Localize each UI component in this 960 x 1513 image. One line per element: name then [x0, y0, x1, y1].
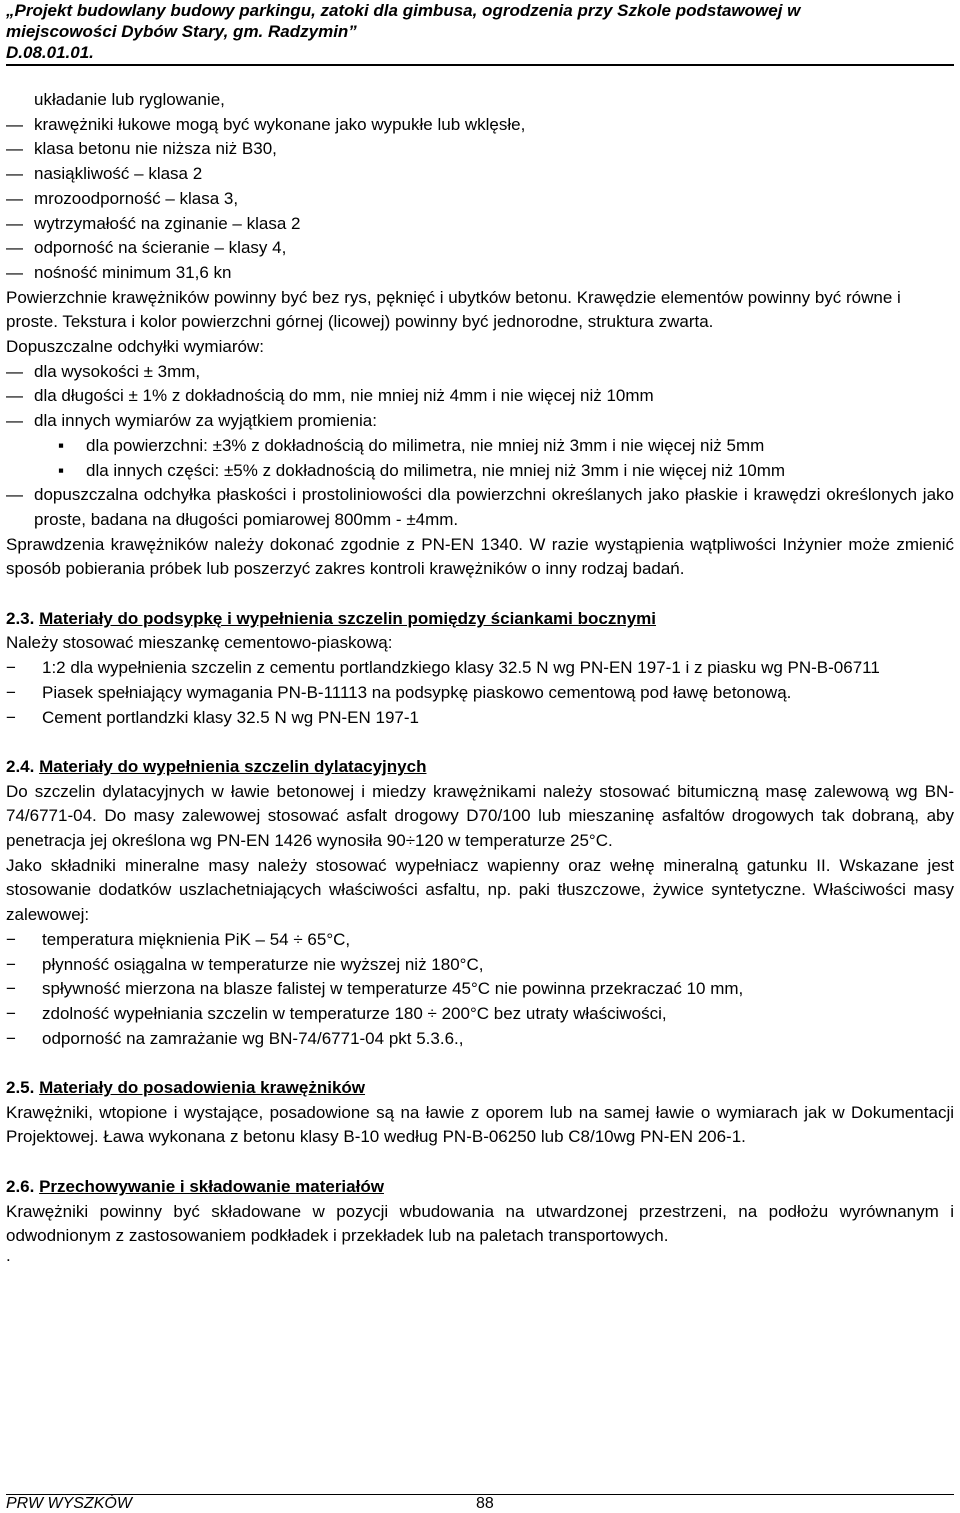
list-item: − płynność osiągalna w temperaturze nie wyższej niż 180°C, — [6, 953, 954, 978]
dash-bullet: — — [6, 164, 23, 184]
dash-bullet: — — [6, 238, 23, 258]
list-item: — dla wysokości ± 3mm, — [6, 360, 954, 385]
footer-label: PRW WYSZKÓW — [6, 1495, 132, 1512]
list-item: − 1:2 dla wypełnienia szczelin z cementu portlandzkiego klasy 32.5 N wg PN-EN 197-1 i z piasku wg PN-B-06711 — [6, 656, 954, 681]
paragraph-2-6: Krawężniki powinny być składowane w pozycji wbudowania na utwardzonej przestrzeni, na podłożu wyrównanym i odwodnionym z zastosowaniem podkładek i przekładek lub na paletach transportowych. — [6, 1201, 954, 1246]
list-item: − Cement portlandzki klasy 32.5 N wg PN-EN 197-1 — [6, 706, 954, 731]
dash-bullet: — — [6, 386, 23, 406]
dash-bullet: — — [6, 411, 23, 431]
list-item: — odporność na ścieranie – klasy 4, — [6, 236, 954, 261]
minus-bullet: − — [6, 1028, 16, 1048]
minus-bullet: − — [6, 658, 16, 678]
list-item: — wytrzymałość na zginanie – klasa 2 — [6, 212, 954, 237]
header-title-line-1: „Projekt budowlany budowy parkingu, zatoki dla gimbusa, ogrodzenia przy Szkole podstawowej w — [6, 1, 801, 20]
header-spec-code: D.08.01.01. — [6, 43, 94, 62]
list-item: − temperatura mięknienia PiK – 54 ÷ 65°C, — [6, 928, 954, 953]
minus-bullet: − — [6, 954, 16, 974]
section-heading-2-5: 2.5. Materiały do posadowienia krawężników — [6, 1078, 366, 1098]
list-item: — klasa betonu nie niższa niż B30, — [6, 137, 954, 162]
dash-bullet: — — [6, 114, 23, 134]
square-bullet-icon: ▪ — [58, 435, 65, 455]
square-bullet-icon: ▪ — [58, 460, 65, 480]
paragraph-2-4-a: Do szczelin dylatacyjnych w ławie betonowej i miedzy krawężnikami należy stosować bitumiczną masę zalewową wg BN-74/6771-04. Do masy zalewowej stosować asfalt drogowy D70/100 lub mieszaninę asfaltów drogowych tak dobraną, aby penetracja jej określona wg PN-EN 1426 wynosiła 90÷120 w temperaturze 25°C. — [6, 781, 954, 851]
document-body — [6, 88, 954, 1263]
page-footer — [6, 1494, 954, 1513]
list-item: — nasiąkliwość – klasa 2 — [6, 162, 954, 187]
paragraph-check: Sprawdzenia krawężników należy dokonać zgodnie z PN-EN 1340. W razie wystąpienia wątpliwości Inżynier może zmienić sposób pobierania próbek lub poszerzyć zakres kontroli krawężników o inny rodzaj badań. — [6, 534, 954, 579]
list-item: — mrozoodporność – klasa 3, — [6, 187, 954, 212]
minus-bullet: − — [6, 707, 16, 727]
sub-list-item: ▪ dla powierzchni: ±3% z dokładnością do milimetra, nie mniej niż 3mm i nie więcej niż 5mm — [6, 434, 954, 459]
minus-bullet: − — [6, 929, 16, 949]
dash-bullet: — — [6, 139, 23, 159]
list-item: — dla innych wymiarów za wyjątkiem promienia: — [6, 409, 954, 434]
dash-bullet: — — [6, 188, 23, 208]
list-item: — krawężniki łukowe mogą być wykonane jako wypukłe lub wklęsłe, — [6, 113, 954, 138]
minus-bullet: − — [6, 682, 16, 702]
paragraph-2-3-intro: Należy stosować mieszankę cementowo-piaskową: — [6, 633, 393, 653]
list-item: — dla długości ± 1% z dokładnością do mm, nie mniej niż 4mm i nie więcej niż 10mm — [6, 384, 954, 409]
section-heading-2-3: 2.3. Materiały do podsypkę i wypełnienia szczelin pomiędzy ściankami bocznymi — [6, 608, 657, 628]
list-item: układanie lub ryglowanie, — [34, 90, 225, 109]
paragraph-surfaces: Powierzchnie krawężników powinny być bez rys, pęknięć i ubytków betonu. Krawędzie elementów powinny być równe i proste. Tekstura i kolor powierzchni górnej (licowej) powinny być jednorodne, struktura zwarta. — [6, 287, 901, 332]
list-item: — nośność minimum 31,6 kn — [6, 261, 954, 286]
dash-bullet: — — [6, 485, 23, 505]
page-number: 88 — [476, 1495, 494, 1512]
paragraph-2-4-b: Jako składniki mineralne masy należy stosować wypełniacz wapienny oraz wełnę mineralną gatunku II. Wskazane jest stosowanie dodatków uszlachetniających właściwości asfaltu, np. paki tłuszczowe, żywice syntetyczne. Właściwości masy zalewowej: — [6, 855, 954, 925]
list-item: − zdolność wypełniania szczelin w temperaturze 180 ÷ 200°C bez utraty właściwości, — [6, 1002, 954, 1027]
header-title-line-2: miejscowości Dybów Stary, gm. Radzymin” — [6, 22, 357, 41]
paragraph-tolerances: Dopuszczalne odchyłki wymiarów: — [6, 337, 264, 357]
minus-bullet: − — [6, 1003, 16, 1023]
list-item: − odporność na zamrażanie wg BN-74/6771-04 pkt 5.3.6., — [6, 1027, 954, 1052]
sub-list-item: ▪ dla innych części: ±5% z dokładnością do milimetra, nie mniej niż 3mm i nie więcej niż 10mm — [6, 459, 954, 484]
page-header — [6, 0, 954, 66]
list-item: − spływność mierzona na blasze falistej w temperaturze 45°C nie powinna przekraczać 10 mm, — [6, 977, 954, 1002]
section-heading-2-6: 2.6. Przechowywanie i składowanie materiałów — [6, 1176, 384, 1196]
list-item: − Piasek spełniający wymagania PN-B-11113 na podsypkę piaskowo cementową pod ławę betonową. — [6, 681, 954, 706]
trailing-dot: . — [6, 1245, 11, 1265]
paragraph-2-5: Krawężniki, wtopione i wystające, posadowione są na ławie z oporem lub na samej ławie o wymiarach jak w Dokumentacji Projektowej. Ława wykonana z betonu klasy B-10 według PN-B-06250 lub C8/10wg PN-EN 206-1. — [6, 1102, 954, 1147]
dash-bullet: — — [6, 213, 23, 233]
minus-bullet: − — [6, 979, 16, 999]
dash-bullet: — — [6, 361, 23, 381]
list-item: — dopuszczalna odchyłka płaskości i prostoliniowości dla powierzchni określanych jako płaskie i krawędzi określonych jako proste, badana na długości pomiarowej 800mm - ±4mm. — [6, 485, 954, 529]
dash-bullet: — — [6, 262, 23, 282]
section-heading-2-4: 2.4. Materiały do wypełnienia szczelin dylatacyjnych — [6, 756, 427, 776]
